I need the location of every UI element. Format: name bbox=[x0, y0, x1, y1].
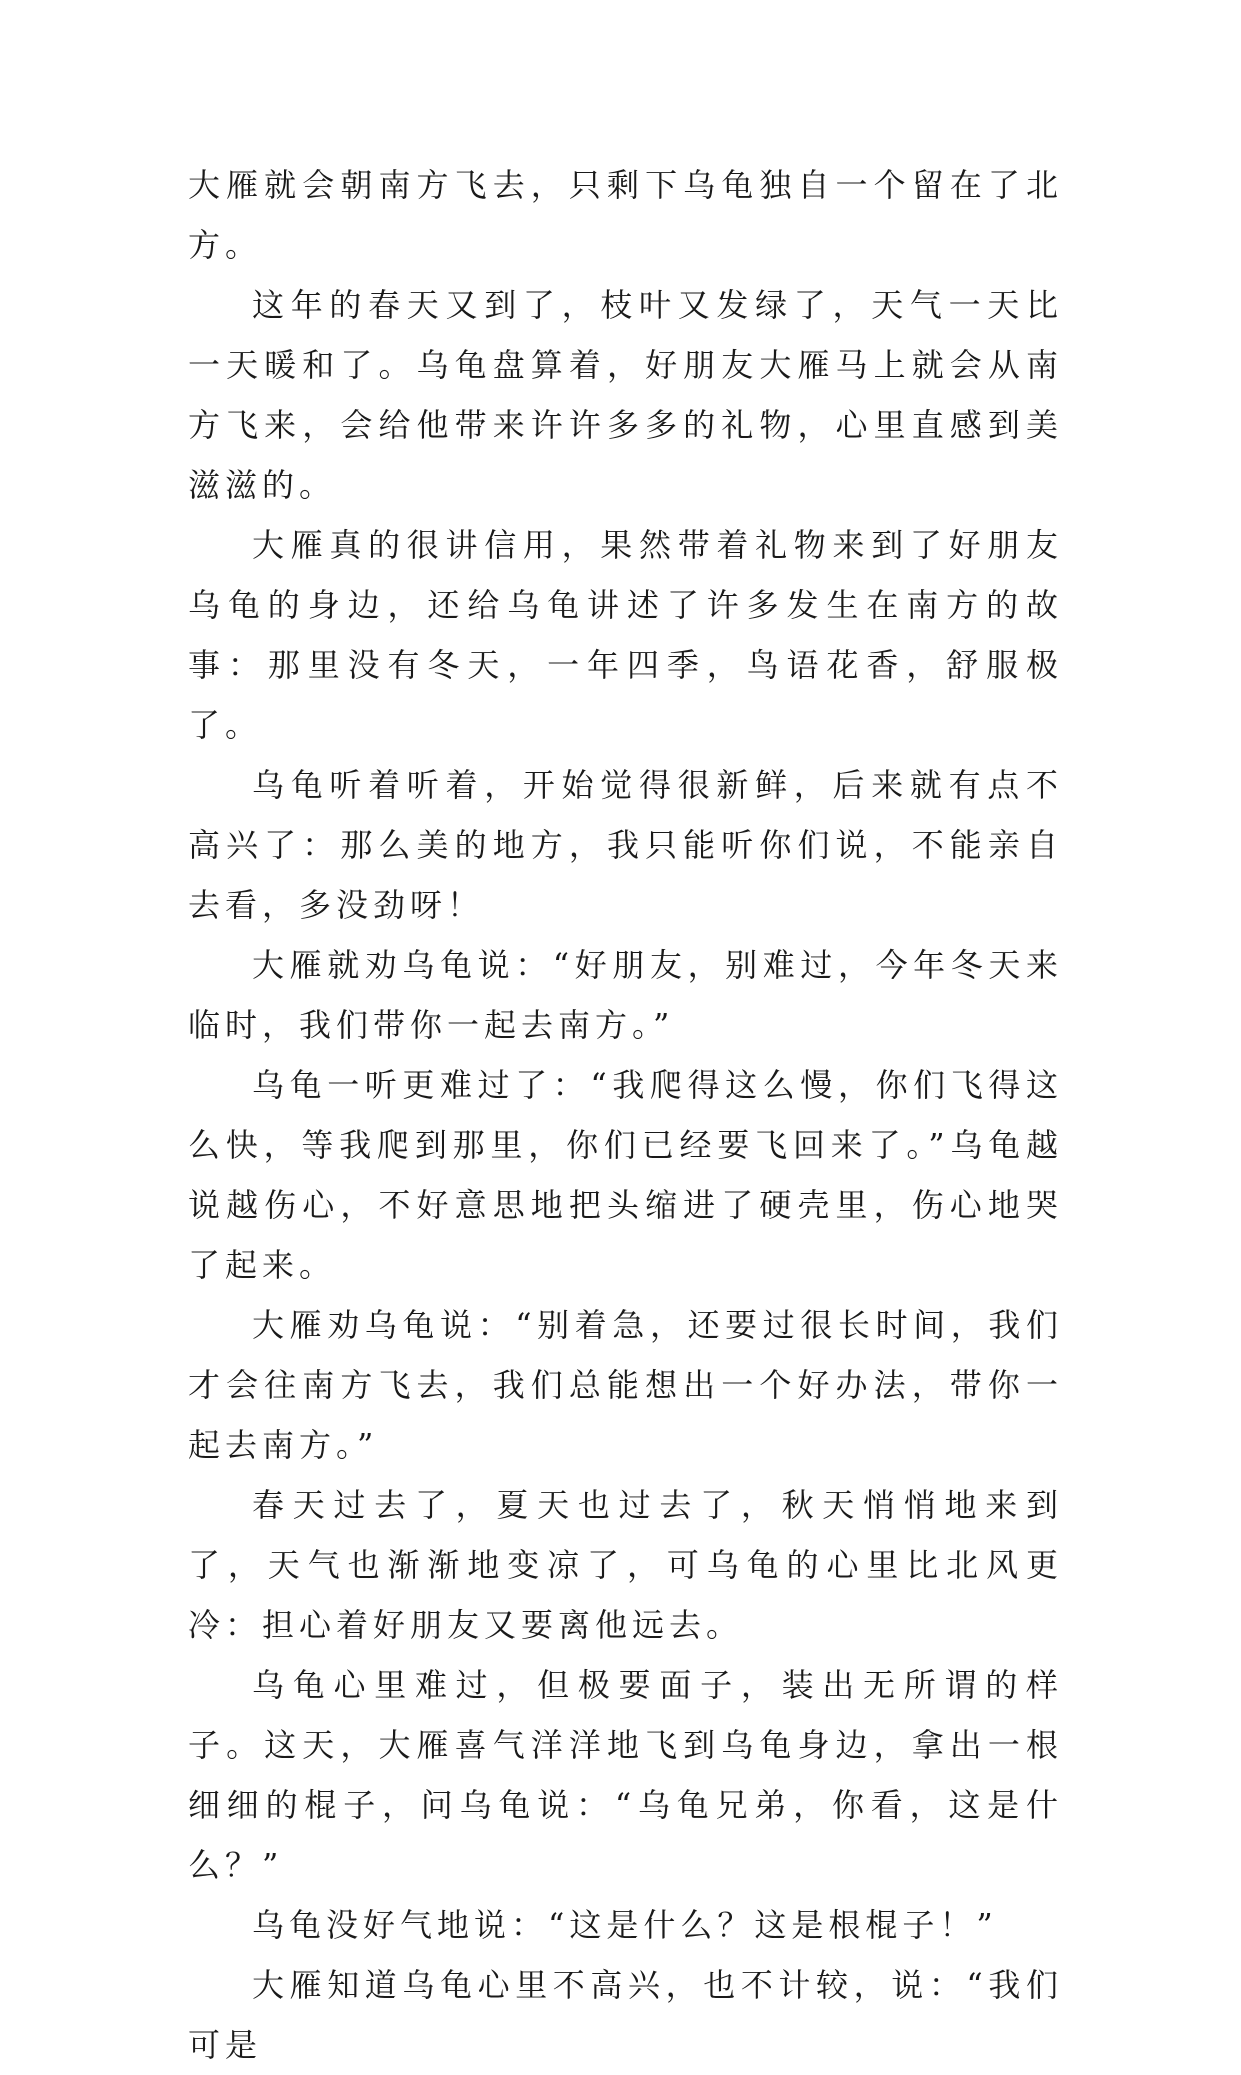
paragraph-1: 大雁就会朝南方飞去，只剩下乌龟独自一个留在了北方。 bbox=[188, 166, 1063, 264]
story-text bbox=[188, 155, 1063, 2075]
paragraph-10: 乌龟没好气地说：“这是什么？这是根棍子！” bbox=[252, 1906, 998, 1944]
paragraph-6: 乌龟一听更难过了：“我爬得这么慢，你们飞得这么快，等我爬到那里，你们已经要飞回来了。”乌龟越说越伤心，不好意思地把头缩进了硬壳里，伤心地哭了起来。 bbox=[188, 1066, 1063, 1284]
paragraph-7: 大雁劝乌龟说：“别着急，还要过很长时间，我们才会往南方飞去，我们总能想出一个好办法，带你一起去南方。” bbox=[188, 1306, 1063, 1464]
paragraph-4: 乌龟听着听着，开始觉得很新鲜，后来就有点不高兴了：那么美的地方，我只能听你们说，不能亲自去看，多没劲呀！ bbox=[188, 766, 1063, 924]
paragraph-5: 大雁就劝乌龟说：“好朋友，别难过，今年冬天来临时，我们带你一起去南方。” bbox=[188, 946, 1063, 1044]
paragraph-2: 这年的春天又到了，枝叶又发绿了，天气一天比一天暖和了。乌龟盘算着，好朋友大雁马上就会从南方飞来，会给他带来许许多多的礼物，心里直感到美滋滋的。 bbox=[188, 286, 1063, 504]
paragraph-11: 大雁知道乌龟心里不高兴，也不计较，说：“我们可是 bbox=[188, 1966, 1063, 2064]
paragraph-9: 乌龟心里难过，但极要面子，装出无所谓的样子。这天，大雁喜气洋洋地飞到乌龟身边，拿出一根细细的棍子，问乌龟说：“乌龟兄弟，你看，这是什么？” bbox=[188, 1666, 1063, 1884]
paragraph-3: 大雁真的很讲信用，果然带着礼物来到了好朋友乌龟的身边，还给乌龟讲述了许多发生在南方的故事：那里没有冬天，一年四季，鸟语花香，舒服极了。 bbox=[188, 526, 1063, 744]
paragraph-8: 春天过去了，夏天也过去了，秋天悄悄地来到了，天气也渐渐地变凉了，可乌龟的心里比北风更冷：担心着好朋友又要离他远去。 bbox=[188, 1486, 1063, 1644]
